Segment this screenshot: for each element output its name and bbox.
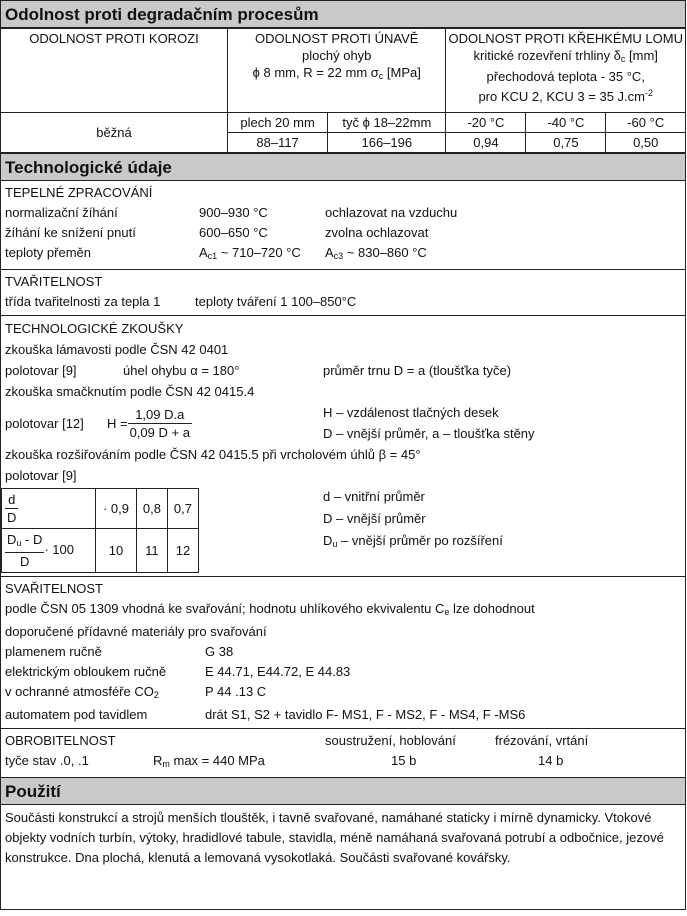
fatigue-bar-value: 166–196: [328, 133, 446, 153]
temp-60: -60 °C: [606, 113, 685, 133]
temp-20: -20 °C: [446, 113, 526, 133]
formability-heading: TVAŘITELNOST: [5, 274, 103, 289]
crack-value-20: 0,94: [446, 133, 526, 153]
machinability-block: OBROBITELNOST soustružení, hoblování frézování, vrtání tyče stav .0, .1 $R_m$ max = 440 MPa 15 b 14 b: [1, 728, 685, 777]
tests-heading: TECHNOLOGICKÉ ZKOUŠKY: [5, 321, 184, 336]
degradation-table: [1, 28, 685, 153]
fatigue-bar-label: tyč ϕ 18–22mm: [328, 113, 446, 133]
fatigue-plate-value: 88–117: [228, 133, 328, 153]
weldability-block: SVAŘITELNOST podle ČSN 05 1309 vhodná ke svařování; hodnotu uhlíkového ekvivalentu $C_e$ lze dohodnout doporučené přídavné materiály pro svařování plamenem ručně G 38 elektrickým obloukem ručně E 44.71, E44.72, E 44.83 v ochranné atmosféře $CO_2$ P 44 .13 C automatem pod tavidlem drát S1, S2 + tavidlo F- MS1, F - MS2, F - MS4, F -MS6: [1, 576, 685, 728]
heat-treatment-block: TEPELNÉ ZPRACOVÁNÍ normalizační žíhání 900–930 °C ochlazovat na vzduchu žíhání ke snížení pnutí 600–650 °C zvolna ochlazovat teploty přeměn $A_{c1}$ ~ 710–720 °C $A_{c3}$ ~ 830–860 °C: [1, 181, 685, 269]
tests-block: TECHNOLOGICKÉ ZKOUŠKY zkouška lámavosti podle ČSN 42 0401 polotovar [9] úhel ohybu α = 180° průměr trnu D = a (tloušťka tyče) zkouška smačknutím podle ČSN 42 0415.4 polotovar [12] H = $\frac{1,09 D.a}{0,09 D + a}$ H – vzdálenost tlačných desek D – vnější průměr, a – tloušťka stěny zkouška rozšiřováním podle ČSN 42 0415.5 při vrcholovém úhlů β = 45° polotovar [9] $\frac{d}{D}$ · 0,9 0,8 0,7 $\frac{D_u - D}{D}$ · 100 10 11 12 d – vnitřní průměr D – vnější průměr $D_u$ – vnější průměr po rozšíření: [1, 315, 685, 576]
header-brittle-fracture: ODOLNOST PROTI KŘEHKÉMU LOMU kritické rozevření trhliny $\delta_c$ [mm] přechodová teplota - 35 °C, pro KCU 2, KCU 3 = 35 $J.cm^{-2}$: [446, 29, 685, 113]
weldability-heading: SVAŘITELNOST: [5, 581, 104, 596]
heat-treatment-heading: TEPELNÉ ZPRACOVÁNÍ: [5, 185, 153, 200]
section-title-usage: Použití: [1, 777, 685, 805]
header-corrosion: ODOLNOST PROTI KOROZI: [1, 29, 228, 113]
formability-block: TVAŘITELNOST třída tvařitelnosti za tepla 1 teploty tváření 1 100–850°C: [1, 269, 685, 315]
fatigue-plate-label: plech 20 mm: [228, 113, 328, 133]
header-fatigue: ODOLNOST PROTI ÚNAVĚ plochý ohyb ϕ 8 mm, R = 22 mm $\sigma_c$ [MPa]: [228, 29, 446, 113]
corrosion-value: běžná: [1, 113, 228, 153]
expansion-table: $\frac{d}{D}$ · 0,9 0,8 0,7 $\frac{D_u - D}{D}$ · 100 10 11 12: [1, 488, 199, 573]
h-formula: $\frac{1,09 D.a}{0,09 D + a}$: [129, 406, 190, 440]
temp-40: -40 °C: [526, 113, 606, 133]
usage-text: Součásti konstrukcí a strojů menších tlouštěk, i tavně svařované, namáhané staticky i mírně dynamicky. Vtokové objekty vodních turbín, výtoky, hradidlové tabule, stavidla, méně namáhaná svařovaná potrubí a odbočnice, jezové konstrukce. Dna plochá, klenutá a lemovaná vysokotlaká. Součásti svařované kovářsky.: [5, 810, 664, 865]
crack-value-40: 0,75: [526, 133, 606, 153]
section-title-degradation: Odolnost proti degradačním procesům: [1, 1, 685, 28]
machinability-heading: OBROBITELNOST: [5, 733, 116, 748]
crack-value-60: 0,50: [606, 133, 685, 153]
section-title-technology: Technologické údaje: [1, 153, 685, 181]
